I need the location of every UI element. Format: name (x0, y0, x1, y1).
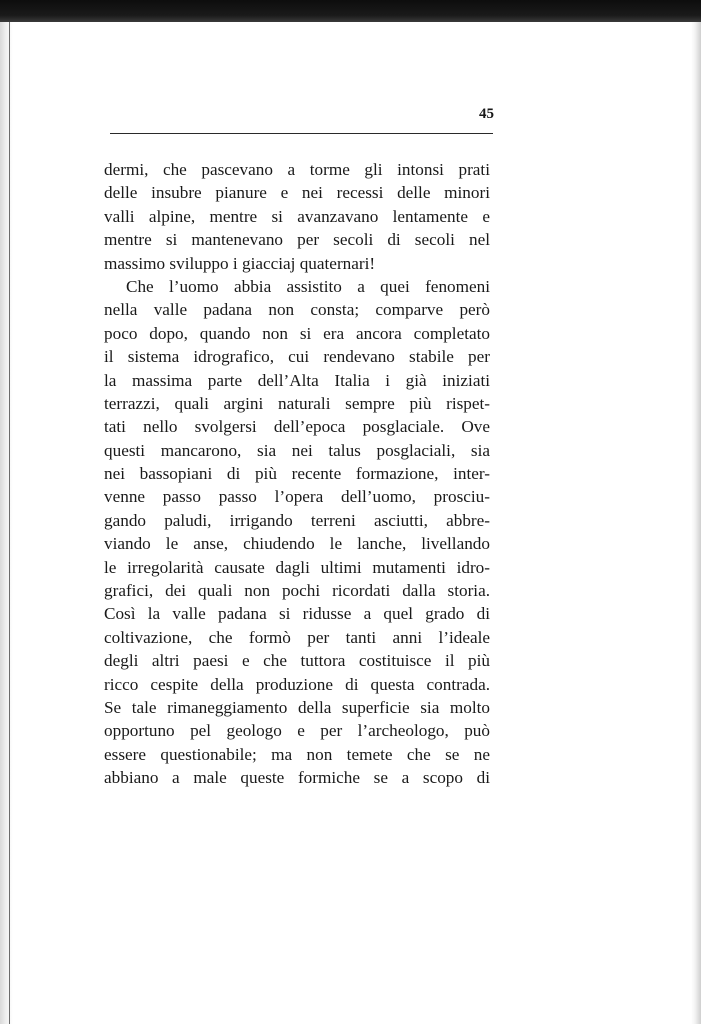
scan-left-edge (0, 22, 13, 1024)
scan-left-binding-line (9, 22, 10, 1024)
body-text (104, 158, 490, 790)
text-line: questi mancarono, sia nei talus posglaciali, sia (104, 440, 490, 460)
text-line: venne passo passo l’opera dell’uomo, prosciu- (104, 487, 490, 507)
text-line: valli alpine, mentre si avanzavano lentamente e (104, 206, 490, 226)
text-line: Così la valle padana si ridusse a quel grado di (104, 604, 490, 624)
text-line: massimo sviluppo i giacciaj quaternari! (104, 253, 376, 273)
text-line: poco dopo, quando non si era ancora completato (104, 323, 490, 343)
text-line: essere questionabile; ma non temete che se ne (104, 744, 490, 764)
text-line: mentre si mantenevano per secoli di secoli nel (104, 230, 490, 250)
header-rule (110, 133, 493, 134)
text-line: gando paludi, irrigando terreni asciutti, abbre- (104, 510, 490, 530)
text-line: nella valle padana non consta; comparve però (104, 300, 490, 320)
text-line: opportuno pel geologo e per l’archeologo, può (104, 721, 490, 741)
text-line: abbiano a male queste formiche se a scopo di (104, 768, 490, 788)
page-number: 45 (479, 106, 494, 122)
text-line: tati nello svolgersi dell’epoca posglaciale. Ove (104, 417, 490, 437)
text-line: il sistema idrografico, cui rendevano stabile per (104, 347, 490, 367)
text-line: degli altri paesi e che tuttora costituisce il più (104, 651, 490, 671)
text-line: ricco cespite della produzione di questa contrada. (104, 674, 490, 694)
text-line: Che l’uomo abbia assistito a quei fenomeni (126, 276, 490, 296)
scan-right-edge (691, 22, 701, 1024)
text-line: terrazzi, quali argini naturali sempre più rispet- (104, 393, 490, 413)
text-line: dermi, che pascevano a torme gli intonsi prati (104, 160, 490, 179)
text-line: le irregolarità causate dagli ultimi mutamenti idro- (104, 557, 490, 577)
text-line: coltivazione, che formò per tanti anni l’ideale (104, 627, 490, 647)
scan-top-border (0, 0, 701, 22)
text-line: delle insubre pianure e nei recessi delle minori (104, 183, 490, 203)
text-line: nei bassopiani di più recente formazione, inter- (104, 464, 490, 484)
text-line: viando le anse, chiudendo le lanche, livellando (104, 534, 490, 554)
text-line: grafici, dei quali non pochi ricordati dalla storia. (104, 581, 490, 601)
text-line: Se tale rimaneggiamento della superficie sia molto (104, 697, 490, 717)
text-line: la massima parte dell’Alta Italia i già iniziati (104, 370, 490, 390)
